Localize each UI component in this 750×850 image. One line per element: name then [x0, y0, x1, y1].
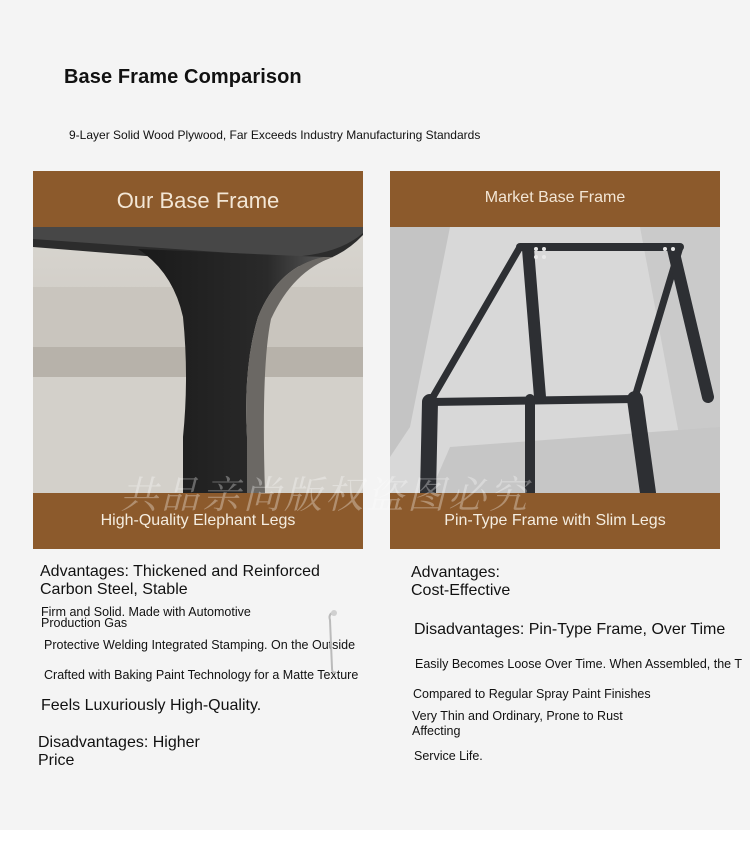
left-detail-line3: Protective Welding Integrated Stamping. On the Outside [44, 638, 356, 652]
left-detail-line5: Feels Luxuriously High-Quality. [41, 697, 262, 714]
right-detail-line4: Affecting [412, 724, 461, 738]
left-advantages-line1: Advantages: Thickened and Reinforced [40, 563, 320, 580]
left-detail-line4: Crafted with Baking Paint Technology for a Matte Texture [44, 668, 359, 682]
our-base-frame-heading: Our Base Frame [116, 188, 280, 213]
right-advantages-line2: Cost-Effective [411, 582, 511, 599]
left-detail-line1: Firm and Solid. Made with Automotive [41, 605, 251, 619]
our-base-frame-caption: High-Quality Elephant Legs [100, 512, 296, 529]
right-detail-line5: Service Life. [414, 749, 483, 763]
watermark-text: 共品亲尚版权盗图必究 [120, 473, 531, 517]
right-detail-line2: Compared to Regular Spray Paint Finishes [413, 687, 651, 701]
hook-icon [326, 608, 342, 678]
pin-type-frame-photo [390, 227, 720, 493]
right-advantages-line1: Advantages: [411, 564, 500, 581]
bottom-band [0, 830, 750, 850]
left-disadvantages-line2: Price [38, 752, 75, 769]
page-title: Base Frame Comparison [64, 66, 302, 88]
right-disadvantages-line: Disadvantages: Pin-Type Frame, Over Time [414, 621, 726, 638]
left-advantages-line2: Carbon Steel, Stable [40, 581, 188, 598]
right-detail-line3: Very Thin and Ordinary, Prone to Rust [412, 709, 623, 723]
left-disadvantages-line1: Disadvantages: Higher [38, 734, 200, 751]
page-subtitle: 9-Layer Solid Wood Plywood, Far Exceeds Industry Manufacturing Standards [69, 128, 481, 142]
market-base-frame-heading: Market Base Frame [484, 189, 626, 206]
market-base-frame-caption: Pin-Type Frame with Slim Legs [444, 512, 666, 529]
elephant-leg-photo [33, 227, 363, 493]
left-detail-line2: Production Gas [41, 616, 128, 630]
right-detail-line1: Easily Becomes Loose Over Time. When Assembled, the T [415, 658, 742, 671]
